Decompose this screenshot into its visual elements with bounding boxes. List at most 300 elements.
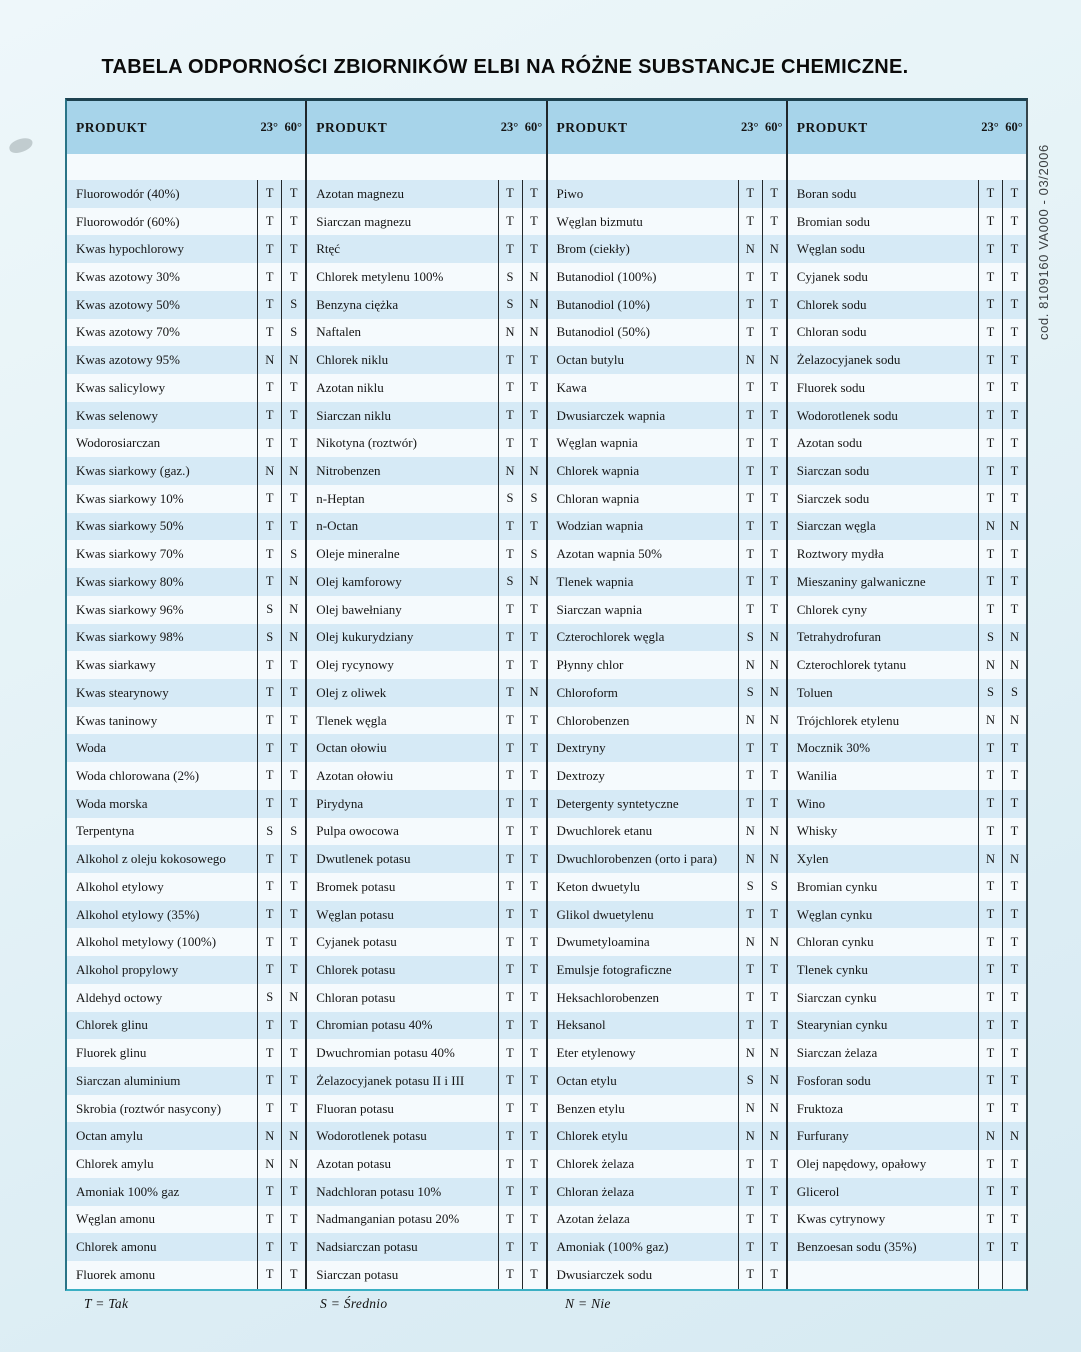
product-name-cell: Azotan niklu bbox=[316, 379, 384, 395]
value-23-cell: T bbox=[498, 873, 522, 901]
table-row bbox=[548, 707, 786, 735]
value-23-cell: T bbox=[978, 402, 1002, 430]
value-60-cell: T bbox=[522, 1067, 546, 1095]
value-60-cell: S bbox=[281, 818, 305, 846]
value-23-cell: T bbox=[738, 319, 762, 347]
table-row bbox=[67, 457, 305, 485]
value-23-cell: T bbox=[257, 1206, 281, 1234]
product-name-cell: Fluoran potasu bbox=[316, 1100, 394, 1116]
table-row bbox=[67, 319, 305, 347]
product-name-cell: Trójchlorek etylenu bbox=[796, 712, 900, 728]
value-60-cell: T bbox=[281, 235, 305, 263]
value-60-cell: T bbox=[281, 734, 305, 762]
product-name-cell: Bromian sodu bbox=[796, 213, 871, 229]
product-name-cell: Azotan sodu bbox=[796, 435, 863, 451]
value-23-cell: T bbox=[978, 263, 1002, 291]
value-23-cell: T bbox=[257, 513, 281, 541]
value-60-cell: T bbox=[762, 1206, 786, 1234]
value-60-cell: N bbox=[762, 624, 786, 652]
value-23-cell: T bbox=[978, 1150, 1002, 1178]
value-60-cell: T bbox=[1002, 540, 1026, 568]
table-row bbox=[548, 319, 786, 347]
value-60-cell: T bbox=[281, 1178, 305, 1206]
table-row bbox=[67, 1012, 305, 1040]
product-name-cell: Fluorowodór (60%) bbox=[76, 213, 180, 229]
value-23-cell bbox=[978, 1261, 1002, 1289]
product-name-cell: Toluen bbox=[796, 684, 833, 700]
value-23-cell: N bbox=[738, 651, 762, 679]
table-row bbox=[788, 790, 1026, 818]
table-row bbox=[307, 1178, 545, 1206]
product-name-cell: Tlenek wapnia bbox=[556, 573, 634, 589]
table-row bbox=[548, 901, 786, 929]
page-title: TABELA ODPORNOŚCI ZBIORNIKÓW ELBI NA RÓŻNE SUBSTANCJE CHEMICZNE. bbox=[101, 56, 909, 78]
value-23-cell: T bbox=[978, 1206, 1002, 1234]
table-row bbox=[548, 346, 786, 374]
table-row bbox=[67, 1206, 305, 1234]
value-23-cell: T bbox=[978, 235, 1002, 263]
product-name-cell: Siarczan aluminium bbox=[76, 1072, 181, 1088]
product-name-cell: Chlorek niklu bbox=[316, 352, 389, 368]
product-name-cell: Olej bawełniany bbox=[316, 601, 402, 617]
table-row bbox=[788, 928, 1026, 956]
table-row bbox=[307, 624, 545, 652]
value-60-cell: T bbox=[522, 1095, 546, 1123]
value-60-cell: T bbox=[1002, 1067, 1026, 1095]
table-row bbox=[788, 1039, 1026, 1067]
product-name-cell: Aldehyd octowy bbox=[76, 989, 163, 1005]
column-group bbox=[305, 101, 545, 1289]
table-row bbox=[67, 180, 305, 208]
table-row bbox=[788, 651, 1026, 679]
product-name-cell: Siarczan magnezu bbox=[316, 213, 412, 229]
value-23-cell: T bbox=[978, 734, 1002, 762]
value-60-cell: T bbox=[1002, 1206, 1026, 1234]
table-row bbox=[548, 263, 786, 291]
table-row bbox=[548, 1178, 786, 1206]
value-60-cell: T bbox=[522, 651, 546, 679]
product-name-cell: Wodorosiarczan bbox=[76, 435, 161, 451]
value-60-cell: T bbox=[1002, 429, 1026, 457]
value-23-cell: T bbox=[257, 956, 281, 984]
table-row bbox=[307, 1261, 545, 1289]
table-row bbox=[307, 1233, 545, 1261]
table-row bbox=[307, 734, 545, 762]
product-name-cell: Xylen bbox=[796, 851, 829, 867]
table-row bbox=[788, 568, 1026, 596]
value-23-cell: T bbox=[257, 1067, 281, 1095]
value-23-cell: S bbox=[978, 679, 1002, 707]
table-row bbox=[67, 707, 305, 735]
table-row bbox=[307, 928, 545, 956]
table-row bbox=[67, 818, 305, 846]
table-row bbox=[67, 1039, 305, 1067]
table-row bbox=[307, 956, 545, 984]
value-60-cell: N bbox=[762, 679, 786, 707]
value-23-cell: T bbox=[978, 1178, 1002, 1206]
product-name-cell: Wodzian wapnia bbox=[556, 518, 644, 534]
table-row bbox=[67, 1122, 305, 1150]
table-row bbox=[67, 346, 305, 374]
product-name-cell: Butanodiol (50%) bbox=[556, 324, 651, 340]
value-23-cell: T bbox=[498, 679, 522, 707]
value-60-cell: T bbox=[1002, 263, 1026, 291]
value-23-cell: T bbox=[257, 1261, 281, 1289]
table-row bbox=[307, 180, 545, 208]
value-60-cell: T bbox=[522, 956, 546, 984]
product-name-cell: Siarczan żelaza bbox=[796, 1045, 878, 1061]
value-23-cell: T bbox=[498, 956, 522, 984]
value-60-cell: N bbox=[1002, 707, 1026, 735]
value-23-cell: T bbox=[257, 291, 281, 319]
product-name-cell: Węglan amonu bbox=[76, 1211, 156, 1227]
product-name-cell: Kwas azotowy 50% bbox=[76, 296, 180, 312]
value-60-cell: N bbox=[522, 679, 546, 707]
value-60-cell: N bbox=[281, 984, 305, 1012]
value-23-cell: T bbox=[738, 457, 762, 485]
value-60-cell: T bbox=[522, 845, 546, 873]
product-name-cell: Węglan potasu bbox=[316, 906, 394, 922]
table-row bbox=[67, 928, 305, 956]
product-name-cell: Olej rycynowy bbox=[316, 657, 394, 673]
value-60-cell: T bbox=[762, 263, 786, 291]
value-60-cell: T bbox=[281, 873, 305, 901]
value-60-cell: T bbox=[522, 707, 546, 735]
product-name-cell: Węglan bizmutu bbox=[556, 213, 643, 229]
value-60-cell: S bbox=[281, 540, 305, 568]
table-row bbox=[307, 984, 545, 1012]
value-60-cell: N bbox=[522, 568, 546, 596]
value-60-cell: T bbox=[1002, 208, 1026, 236]
value-23-cell: T bbox=[738, 402, 762, 430]
value-60-cell: T bbox=[281, 845, 305, 873]
value-60-cell: T bbox=[1002, 734, 1026, 762]
value-23-cell: T bbox=[498, 762, 522, 790]
table-row bbox=[548, 1122, 786, 1150]
value-23-cell: T bbox=[978, 1095, 1002, 1123]
value-60-cell: T bbox=[762, 568, 786, 596]
product-name-cell: Piwo bbox=[556, 185, 584, 201]
value-60-cell: T bbox=[762, 984, 786, 1012]
product-name-cell: Chlorobenzen bbox=[556, 712, 630, 728]
document-code: cod. 8109160 VA000 - 03/2006 bbox=[1036, 144, 1051, 340]
value-60-cell: N bbox=[281, 568, 305, 596]
product-name-cell: Chlorek metylenu 100% bbox=[316, 269, 444, 285]
value-60-cell: N bbox=[1002, 651, 1026, 679]
value-23-cell: T bbox=[498, 790, 522, 818]
table-row bbox=[67, 873, 305, 901]
value-23-cell: S bbox=[257, 624, 281, 652]
value-23-cell: T bbox=[738, 984, 762, 1012]
value-60-cell: T bbox=[762, 291, 786, 319]
value-60-cell: T bbox=[762, 485, 786, 513]
value-23-cell: T bbox=[498, 374, 522, 402]
table-row bbox=[307, 762, 545, 790]
value-23-cell: T bbox=[738, 1178, 762, 1206]
value-23-cell: S bbox=[498, 263, 522, 291]
legend-nie: N = Nie bbox=[565, 1296, 611, 1311]
value-60-cell: T bbox=[1002, 374, 1026, 402]
product-name-cell: Olej z oliwek bbox=[316, 684, 387, 700]
table-row bbox=[548, 928, 786, 956]
product-name-cell: Azotan magnezu bbox=[316, 185, 404, 201]
table-row bbox=[548, 374, 786, 402]
table-row bbox=[307, 429, 545, 457]
product-name-cell: Wodorotlenek potasu bbox=[316, 1128, 427, 1144]
table-row bbox=[67, 679, 305, 707]
product-name-cell: Kwas cytrynowy bbox=[796, 1211, 886, 1227]
product-name-cell: Rtęć bbox=[316, 241, 341, 257]
value-23-cell: T bbox=[978, 319, 1002, 347]
value-60-cell: T bbox=[522, 624, 546, 652]
product-name-cell: Nadsiarczan potasu bbox=[316, 1239, 418, 1255]
table-row bbox=[307, 540, 545, 568]
value-60-cell: T bbox=[522, 818, 546, 846]
table-row bbox=[67, 540, 305, 568]
value-23-cell: T bbox=[498, 429, 522, 457]
value-60-cell: T bbox=[1002, 596, 1026, 624]
value-23-cell: T bbox=[257, 429, 281, 457]
value-23-cell: T bbox=[738, 263, 762, 291]
product-name-cell: Benzen etylu bbox=[556, 1100, 625, 1116]
table-row bbox=[67, 734, 305, 762]
product-name-cell: Chlorek etylu bbox=[556, 1128, 628, 1144]
table-row bbox=[307, 319, 545, 347]
value-60-cell: T bbox=[522, 596, 546, 624]
table-row bbox=[307, 818, 545, 846]
value-23-cell: T bbox=[978, 790, 1002, 818]
value-23-cell: T bbox=[978, 1067, 1002, 1095]
value-23-cell: T bbox=[257, 790, 281, 818]
product-name-cell: Kawa bbox=[556, 379, 587, 395]
table-row bbox=[67, 513, 305, 541]
table-row bbox=[67, 624, 305, 652]
table-row bbox=[548, 845, 786, 873]
table-row bbox=[548, 568, 786, 596]
product-name-cell: Chromian potasu 40% bbox=[316, 1017, 433, 1033]
value-23-cell: N bbox=[978, 707, 1002, 735]
header-product-label: PRODUKT bbox=[316, 119, 388, 135]
product-name-cell: Azotan potasu bbox=[316, 1156, 391, 1172]
value-60-cell: N bbox=[522, 291, 546, 319]
value-23-cell: T bbox=[978, 928, 1002, 956]
value-23-cell: T bbox=[257, 235, 281, 263]
value-23-cell: N bbox=[738, 1039, 762, 1067]
product-name-cell: Cyjanek sodu bbox=[796, 269, 868, 285]
table-row bbox=[67, 901, 305, 929]
value-60-cell: T bbox=[281, 1261, 305, 1289]
value-60-cell: T bbox=[281, 1206, 305, 1234]
product-name-cell: Octan ołowiu bbox=[316, 740, 387, 756]
column-group bbox=[67, 101, 305, 1289]
value-23-cell: T bbox=[978, 540, 1002, 568]
product-name-cell: Kwas siarkowy 98% bbox=[76, 629, 184, 645]
value-60-cell: S bbox=[522, 485, 546, 513]
value-23-cell: S bbox=[498, 568, 522, 596]
value-60-cell: T bbox=[762, 1150, 786, 1178]
value-23-cell: T bbox=[978, 429, 1002, 457]
value-60-cell: T bbox=[762, 901, 786, 929]
table-row bbox=[788, 429, 1026, 457]
value-60-cell: T bbox=[522, 1150, 546, 1178]
value-23-cell: T bbox=[498, 928, 522, 956]
product-name-cell: Brom (ciekły) bbox=[556, 241, 630, 257]
value-23-cell: T bbox=[498, 540, 522, 568]
value-60-cell: N bbox=[762, 845, 786, 873]
table-row bbox=[548, 734, 786, 762]
product-name-cell: Siarczan wapnia bbox=[556, 601, 643, 617]
product-name-cell: Kwas azotowy 30% bbox=[76, 269, 180, 285]
product-name-cell: Chlorek wapnia bbox=[556, 463, 640, 479]
table-row bbox=[788, 762, 1026, 790]
value-23-cell: N bbox=[978, 513, 1002, 541]
table-row bbox=[788, 402, 1026, 430]
value-23-cell: S bbox=[978, 624, 1002, 652]
table-row bbox=[548, 1150, 786, 1178]
table-row bbox=[67, 1178, 305, 1206]
value-60-cell: S bbox=[522, 540, 546, 568]
value-60-cell: T bbox=[281, 762, 305, 790]
value-60-cell: T bbox=[1002, 291, 1026, 319]
product-name-cell: Dextryny bbox=[556, 740, 606, 756]
product-name-cell: Amoniak 100% gaz bbox=[76, 1183, 180, 1199]
header-60-label: 60° bbox=[524, 120, 543, 134]
value-60-cell: S bbox=[281, 291, 305, 319]
product-name-cell: Węglan cynku bbox=[796, 906, 873, 922]
value-23-cell: T bbox=[498, 235, 522, 263]
value-60-cell: N bbox=[762, 928, 786, 956]
table-row bbox=[788, 513, 1026, 541]
value-60-cell: T bbox=[522, 984, 546, 1012]
value-23-cell: T bbox=[978, 1233, 1002, 1261]
value-23-cell: T bbox=[738, 540, 762, 568]
table-row bbox=[548, 1261, 786, 1289]
table-row bbox=[548, 1067, 786, 1095]
value-23-cell: S bbox=[257, 818, 281, 846]
value-23-cell: S bbox=[257, 596, 281, 624]
value-23-cell: T bbox=[738, 1206, 762, 1234]
value-23-cell: N bbox=[257, 1150, 281, 1178]
table-row bbox=[548, 1039, 786, 1067]
table-row bbox=[307, 485, 545, 513]
value-60-cell: T bbox=[522, 734, 546, 762]
value-23-cell: T bbox=[978, 1012, 1002, 1040]
value-23-cell: T bbox=[498, 845, 522, 873]
value-60-cell: T bbox=[762, 319, 786, 347]
value-60-cell: T bbox=[762, 513, 786, 541]
table-row bbox=[788, 956, 1026, 984]
value-60-cell: N bbox=[281, 596, 305, 624]
table-row bbox=[307, 1206, 545, 1234]
product-name-cell: Furfurany bbox=[796, 1128, 849, 1144]
value-60-cell: T bbox=[522, 1039, 546, 1067]
table-row bbox=[67, 402, 305, 430]
value-60-cell: T bbox=[1002, 1233, 1026, 1261]
value-60-cell: T bbox=[762, 457, 786, 485]
product-name-cell: Dwusiarczek wapnia bbox=[556, 407, 666, 423]
value-60-cell: T bbox=[522, 1233, 546, 1261]
value-60-cell: T bbox=[281, 429, 305, 457]
value-23-cell: T bbox=[738, 762, 762, 790]
product-name-cell: Węglan sodu bbox=[796, 241, 865, 257]
product-name-cell: Alkohol etylowy bbox=[76, 878, 164, 894]
product-name-cell: Siarczan sodu bbox=[796, 463, 870, 479]
value-23-cell: T bbox=[257, 1178, 281, 1206]
table-row bbox=[548, 818, 786, 846]
product-name-cell: Terpentyna bbox=[76, 823, 135, 839]
value-60-cell: T bbox=[281, 1095, 305, 1123]
table-row bbox=[788, 374, 1026, 402]
product-name-cell: Fruktoza bbox=[796, 1100, 843, 1116]
value-60-cell: T bbox=[1002, 319, 1026, 347]
value-60-cell: T bbox=[762, 1233, 786, 1261]
value-60-cell: T bbox=[522, 928, 546, 956]
value-23-cell: T bbox=[257, 208, 281, 236]
value-60-cell: T bbox=[1002, 790, 1026, 818]
value-23-cell: T bbox=[738, 180, 762, 208]
value-23-cell: S bbox=[738, 679, 762, 707]
table-row bbox=[67, 1067, 305, 1095]
product-name-cell: Wanilia bbox=[796, 767, 837, 783]
table-row bbox=[788, 485, 1026, 513]
product-name-cell: Emulsje fotograficzne bbox=[556, 961, 672, 977]
product-name-cell: Kwas siarkowy 10% bbox=[76, 490, 184, 506]
value-23-cell: T bbox=[738, 1150, 762, 1178]
value-60-cell: T bbox=[762, 596, 786, 624]
product-name-cell: Wino bbox=[796, 795, 826, 811]
value-23-cell: T bbox=[498, 1233, 522, 1261]
value-23-cell: T bbox=[498, 1012, 522, 1040]
table-row bbox=[788, 1067, 1026, 1095]
value-23-cell: T bbox=[498, 1067, 522, 1095]
value-60-cell: T bbox=[762, 956, 786, 984]
value-23-cell: T bbox=[738, 1261, 762, 1289]
product-name-cell: Mieszaniny galwaniczne bbox=[796, 573, 926, 589]
table-row bbox=[67, 762, 305, 790]
header-product-label: PRODUKT bbox=[796, 119, 868, 135]
value-60-cell: N bbox=[762, 346, 786, 374]
product-name-cell: Siarczan niklu bbox=[316, 407, 391, 423]
value-23-cell: T bbox=[257, 568, 281, 596]
product-name-cell: Oleje mineralne bbox=[316, 546, 400, 562]
product-name-cell: Dextrozy bbox=[556, 767, 605, 783]
product-name-cell: Nadmanganian potasu 20% bbox=[316, 1211, 460, 1227]
value-60-cell: T bbox=[762, 402, 786, 430]
value-60-cell: N bbox=[281, 624, 305, 652]
value-23-cell: T bbox=[257, 845, 281, 873]
table-row bbox=[548, 762, 786, 790]
value-60-cell: T bbox=[522, 1178, 546, 1206]
rows bbox=[307, 180, 545, 1289]
product-name-cell: Czterochlorek węgla bbox=[556, 629, 665, 645]
value-23-cell: T bbox=[498, 402, 522, 430]
table-row bbox=[548, 624, 786, 652]
product-name-cell: Octan etylu bbox=[556, 1072, 617, 1088]
legend-tak: T = Tak bbox=[84, 1296, 129, 1311]
value-23-cell: T bbox=[738, 901, 762, 929]
value-23-cell: T bbox=[498, 346, 522, 374]
table-row bbox=[67, 1095, 305, 1123]
product-name-cell: Fluorek sodu bbox=[796, 379, 865, 395]
table-row bbox=[67, 1150, 305, 1178]
product-name-cell: Woda bbox=[76, 740, 106, 756]
product-name-cell: Glicerol bbox=[796, 1183, 840, 1199]
product-name-cell: Azotan wapnia 50% bbox=[556, 546, 662, 562]
product-name-cell: Heksanol bbox=[556, 1017, 606, 1033]
product-name-cell: Fosforan sodu bbox=[796, 1072, 871, 1088]
product-name-cell: Nikotyna (roztwór) bbox=[316, 435, 417, 451]
table-row bbox=[67, 790, 305, 818]
